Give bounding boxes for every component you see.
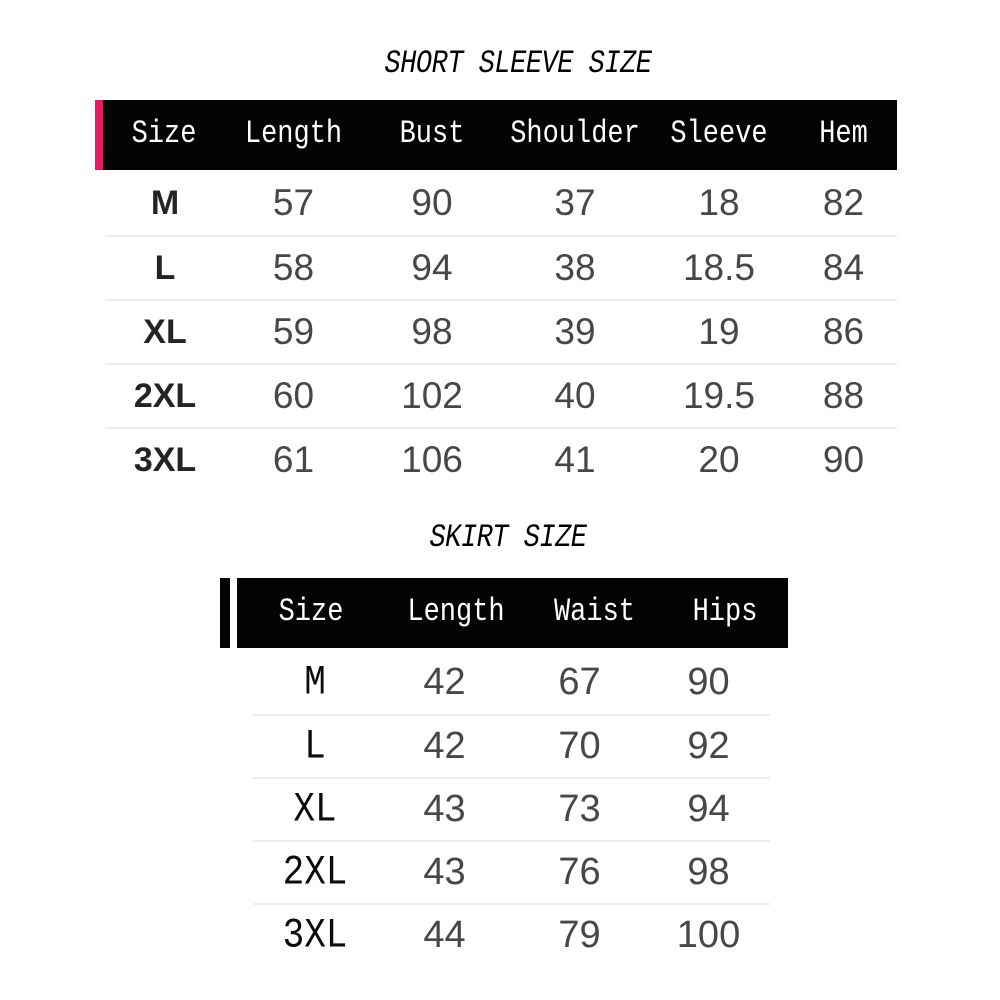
value-cell: 42 xyxy=(423,725,466,767)
value-cell: 106 xyxy=(401,439,463,480)
value-cell: 18.5 xyxy=(682,247,755,288)
table-row-3xl xyxy=(105,427,897,491)
table-row-m xyxy=(105,171,897,235)
size-label: XL xyxy=(293,785,337,834)
size-label: 2XL xyxy=(133,376,197,415)
table-row-2xl xyxy=(105,363,897,427)
value-cell: 19 xyxy=(698,311,740,352)
value-cell: 42 xyxy=(423,661,466,703)
value-cell: 37 xyxy=(554,182,596,223)
value-cell: 79 xyxy=(558,914,601,956)
table-row-3xl xyxy=(253,903,770,966)
value-cell: 102 xyxy=(401,375,463,416)
value-cell: 92 xyxy=(687,725,730,767)
value-cell: 98 xyxy=(687,851,730,893)
value-cell: 38 xyxy=(554,247,596,288)
value-cell: 82 xyxy=(822,182,865,223)
value-cell: 41 xyxy=(554,439,596,480)
column-header-size: Size xyxy=(131,117,197,153)
value-cell: 73 xyxy=(558,788,601,830)
value-cell: 18 xyxy=(698,182,740,223)
skirt-title-wrap xyxy=(0,521,1000,557)
column-header-length: Length xyxy=(407,595,505,631)
short-sleeve-header-bar xyxy=(95,100,897,170)
value-cell: 90 xyxy=(687,661,730,703)
table-row-l xyxy=(105,235,897,299)
value-cell: 100 xyxy=(676,914,741,956)
table-row-xl xyxy=(253,777,770,840)
value-cell: 67 xyxy=(558,661,601,703)
skirt-title: SKIRT SIZE xyxy=(429,521,587,557)
value-cell: 94 xyxy=(687,788,730,830)
value-cell: 20 xyxy=(698,439,740,480)
size-label: 3XL xyxy=(133,440,197,479)
skirt-table-body xyxy=(253,651,770,966)
table-row-m xyxy=(253,651,770,714)
value-cell: 76 xyxy=(558,851,601,893)
size-label: L xyxy=(304,722,326,771)
value-cell: 19.5 xyxy=(682,375,755,416)
size-label: XL xyxy=(143,312,187,351)
size-label: M xyxy=(150,183,180,222)
value-cell: 43 xyxy=(423,788,466,830)
value-cell: 40 xyxy=(554,375,596,416)
size-label: 3XL xyxy=(282,911,348,960)
column-header-length: Length xyxy=(244,117,343,153)
header-accent-tab xyxy=(220,578,230,648)
size-label: 2XL xyxy=(282,848,348,897)
column-header-bust: Bust xyxy=(399,117,465,153)
short-sleeve-title: SHORT SLEEVE SIZE xyxy=(384,47,652,83)
column-header-hips: Hips xyxy=(692,595,758,631)
value-cell: 57 xyxy=(272,182,315,223)
value-cell: 61 xyxy=(272,439,315,480)
column-header-hem: Hem xyxy=(819,117,868,153)
value-cell: 88 xyxy=(822,375,865,416)
value-cell: 44 xyxy=(423,914,466,956)
size-label: M xyxy=(304,658,326,707)
short-sleeve-title-wrap xyxy=(0,47,1000,83)
size-label: L xyxy=(154,248,176,287)
value-cell: 90 xyxy=(822,439,865,480)
value-cell: 84 xyxy=(822,247,865,288)
value-cell: 59 xyxy=(272,311,315,352)
table-row-2xl xyxy=(253,840,770,903)
table-row-l xyxy=(253,714,770,777)
value-cell: 98 xyxy=(411,311,453,352)
value-cell: 90 xyxy=(411,182,453,223)
value-cell: 94 xyxy=(411,247,453,288)
value-cell: 70 xyxy=(558,725,601,767)
table-row-xl xyxy=(105,299,897,363)
value-cell: 60 xyxy=(272,375,315,416)
value-cell: 86 xyxy=(822,311,865,352)
value-cell: 58 xyxy=(272,247,315,288)
value-cell: 39 xyxy=(554,311,596,352)
column-header-shoulder: Shoulder xyxy=(510,117,640,153)
short-sleeve-table-body xyxy=(105,171,897,491)
column-header-waist: Waist xyxy=(553,595,635,631)
column-header-size: Size xyxy=(278,595,344,631)
value-cell: 43 xyxy=(423,851,466,893)
skirt-header-bar xyxy=(237,578,788,648)
column-header-sleeve: Sleeve xyxy=(670,117,768,153)
